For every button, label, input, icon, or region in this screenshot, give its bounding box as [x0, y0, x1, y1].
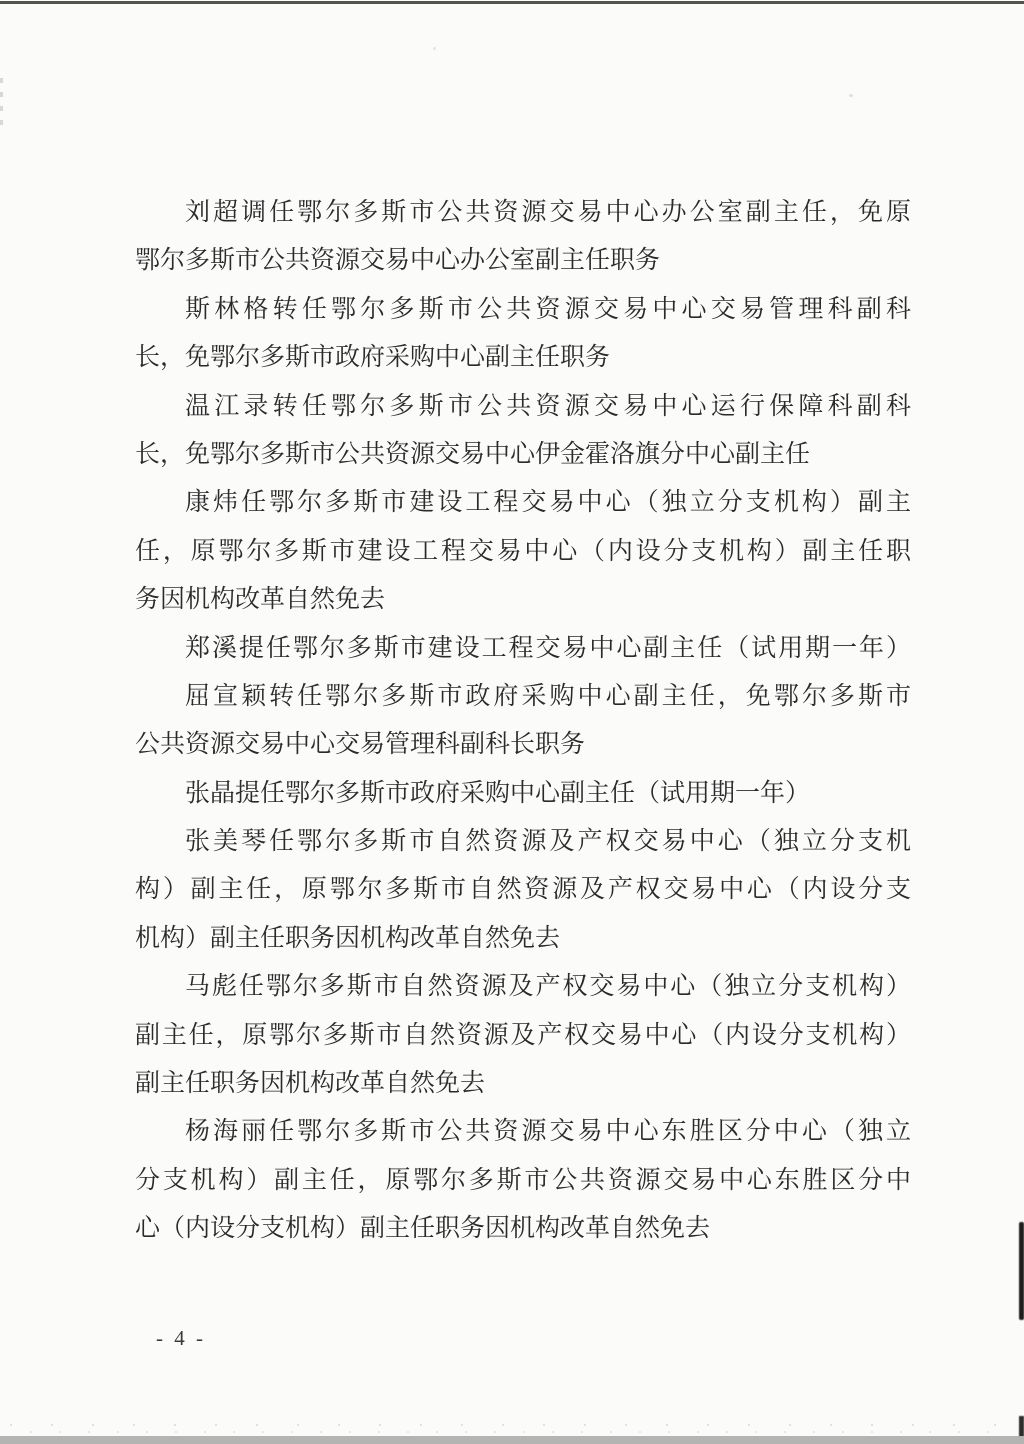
para-zhengxi: [135, 625, 911, 673]
scan-artifact-bottom-edge: [0, 1436, 1024, 1444]
text-line: 康炜任鄂尔多斯市建设工程交易中心（独立分支机构）副主: [185, 489, 911, 517]
text-line: 机构）副主任职务因机构改革自然免去: [135, 924, 561, 952]
text-line: 马彪任鄂尔多斯市自然资源及产权交易中心（独立分支机构）: [185, 973, 911, 1001]
text-line: 长，免鄂尔多斯市公共资源交易中心伊金霍洛旗分中心副主任: [135, 440, 811, 468]
text-line: 构）副主任，原鄂尔多斯市自然资源及产权交易中心（内设分支: [135, 876, 911, 904]
para-yanghaili: [135, 1108, 911, 1253]
scan-noise-speck: [433, 47, 436, 50]
text-line: 鄂尔多斯市公共资源交易中心办公室副主任职务: [135, 247, 661, 275]
text-line: 温江录转任鄂尔多斯市公共资源交易中心运行保障科副科: [185, 392, 911, 420]
para-zhangmeiqin: [135, 818, 911, 963]
text-line: 任，原鄂尔多斯市建设工程交易中心（内设分支机构）副主任职: [135, 537, 911, 565]
page-number: - 4 -: [156, 1326, 206, 1350]
scan-artifact-right-streak-lower: [1019, 1416, 1024, 1437]
text-line: 公共资源交易中心交易管理科副科长职务: [135, 731, 586, 759]
scan-artifact-top-edge: [0, 1, 1024, 4]
text-line: 分支机构）副主任，原鄂尔多斯市公共资源交易中心东胜区分中: [135, 1166, 911, 1194]
text-line: 郑溪提任鄂尔多斯市建设工程交易中心副主任（试用期一年）: [185, 634, 911, 662]
para-quxuanying: [135, 673, 911, 770]
scan-artifact-right-streak: [1019, 1222, 1024, 1320]
text-line: 务因机构改革自然免去: [135, 586, 386, 614]
para-mabiao: [135, 963, 911, 1108]
text-line: 刘超调任鄂尔多斯市公共资源交易中心办公室副主任，免原: [185, 199, 911, 226]
text-line: 长，免鄂尔多斯市政府采购中心副主任职务: [135, 344, 611, 372]
document-body: [135, 189, 911, 1254]
text-line: 心（内设分支机构）副主任职务因机构改革自然免去: [135, 1215, 711, 1243]
text-line: 斯林格转任鄂尔多斯市公共资源交易中心交易管理科副科: [185, 295, 911, 323]
para-zhangjing: [135, 770, 911, 818]
text-line: 副主任职务因机构改革自然免去: [135, 1070, 486, 1098]
scan-artifact-left-marks: [0, 78, 3, 134]
scan-noise-speckles: [30, 1431, 1010, 1433]
text-line: 张美琴任鄂尔多斯市自然资源及产权交易中心（独立分支机: [185, 828, 911, 856]
text-line: 张晶提任鄂尔多斯市政府采购中心副主任（试用期一年）: [185, 779, 811, 807]
scan-noise-speck: [849, 94, 853, 97]
para-silinge: [135, 286, 911, 383]
scan-noise-speckles: [10, 1424, 1010, 1426]
para-liuchao: [135, 189, 911, 286]
para-wenjianglu: [135, 383, 911, 480]
text-line: 屈宣颖转任鄂尔多斯市政府采购中心副主任，免鄂尔多斯市: [185, 682, 911, 710]
para-kangwei: [135, 479, 911, 624]
text-line: 副主任，原鄂尔多斯市自然资源及产权交易中心（内设分支机构）: [135, 1021, 911, 1049]
text-line: 杨海丽任鄂尔多斯市公共资源交易中心东胜区分中心（独立: [185, 1118, 911, 1146]
